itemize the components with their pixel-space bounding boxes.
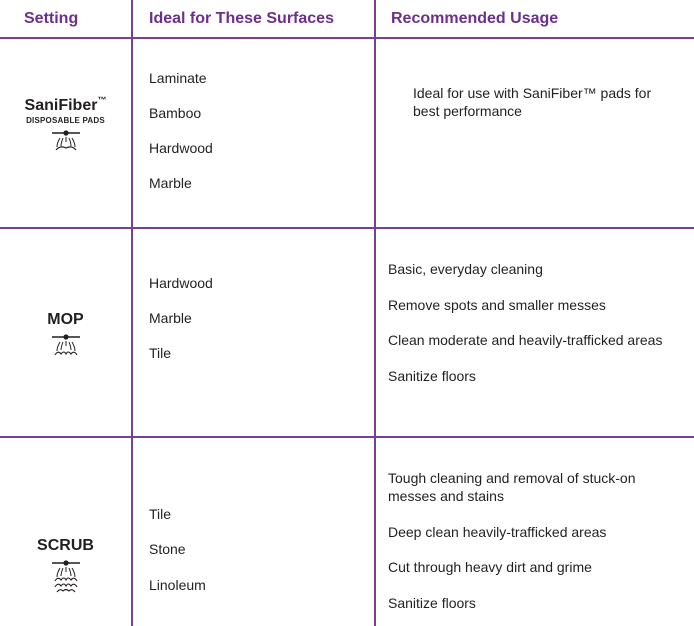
usage-list-scrub <box>388 469 648 612</box>
surfaces-list-sanifiber <box>149 69 213 192</box>
surface-item: Marble <box>149 175 192 191</box>
mop-setting-icon <box>49 333 83 363</box>
setting-subtitle: DISPOSABLE PADS <box>26 116 105 125</box>
scrub-setting-icon <box>49 559 83 595</box>
surface-item: Tile <box>149 506 172 522</box>
surface-item: Laminate <box>149 70 207 86</box>
usage-item: Remove spots and smaller messes <box>388 297 606 313</box>
usage-item: Basic, everyday cleaning <box>388 261 543 277</box>
setting-cell-sanifiber <box>0 96 131 159</box>
sanifiber-setting-icon <box>49 129 83 159</box>
surfaces-list-mop <box>149 274 213 362</box>
setting-name-sanifiber <box>0 96 131 114</box>
usage-list-sanifiber <box>413 84 653 120</box>
setting-name-text: SaniFiber <box>24 97 98 114</box>
setting-name-mop: MOP <box>47 311 84 328</box>
header-divider <box>0 37 694 39</box>
surface-item: Hardwood <box>149 275 213 291</box>
setting-cell-mop <box>0 311 131 363</box>
setting-name-scrub: SCRUB <box>37 537 94 554</box>
usage-item: Cut through heavy dirt and grime <box>388 559 592 575</box>
row-divider <box>0 227 694 229</box>
usage-item: Tough cleaning and removal of stuck-on messes and stains <box>388 470 636 504</box>
usage-item: Clean moderate and heavily-trafficked areas <box>388 332 663 348</box>
usage-list-mop <box>388 260 668 385</box>
header-usage: Recommended Usage <box>391 10 559 27</box>
column-divider <box>374 0 376 626</box>
usage-item: Sanitize floors <box>388 368 476 384</box>
usage-item: Deep clean heavily-trafficked areas <box>388 524 607 540</box>
row-divider <box>0 436 694 438</box>
surface-item: Bamboo <box>149 105 202 121</box>
header-setting: Setting <box>24 10 79 27</box>
header-surfaces: Ideal for These Surfaces <box>149 10 334 27</box>
usage-item: Ideal for use with SaniFiber™ pads for best performance <box>413 85 652 119</box>
surface-item: Marble <box>149 310 192 326</box>
surface-item: Stone <box>149 541 186 557</box>
setting-cell-scrub <box>0 537 131 595</box>
surface-item: Tile <box>149 345 172 361</box>
surfaces-list-scrub <box>149 505 206 594</box>
surface-item: Linoleum <box>149 577 206 593</box>
trademark-mark: ™ <box>97 95 107 105</box>
usage-item: Sanitize floors <box>388 595 476 611</box>
surface-item: Hardwood <box>149 140 213 156</box>
column-divider <box>131 0 133 626</box>
